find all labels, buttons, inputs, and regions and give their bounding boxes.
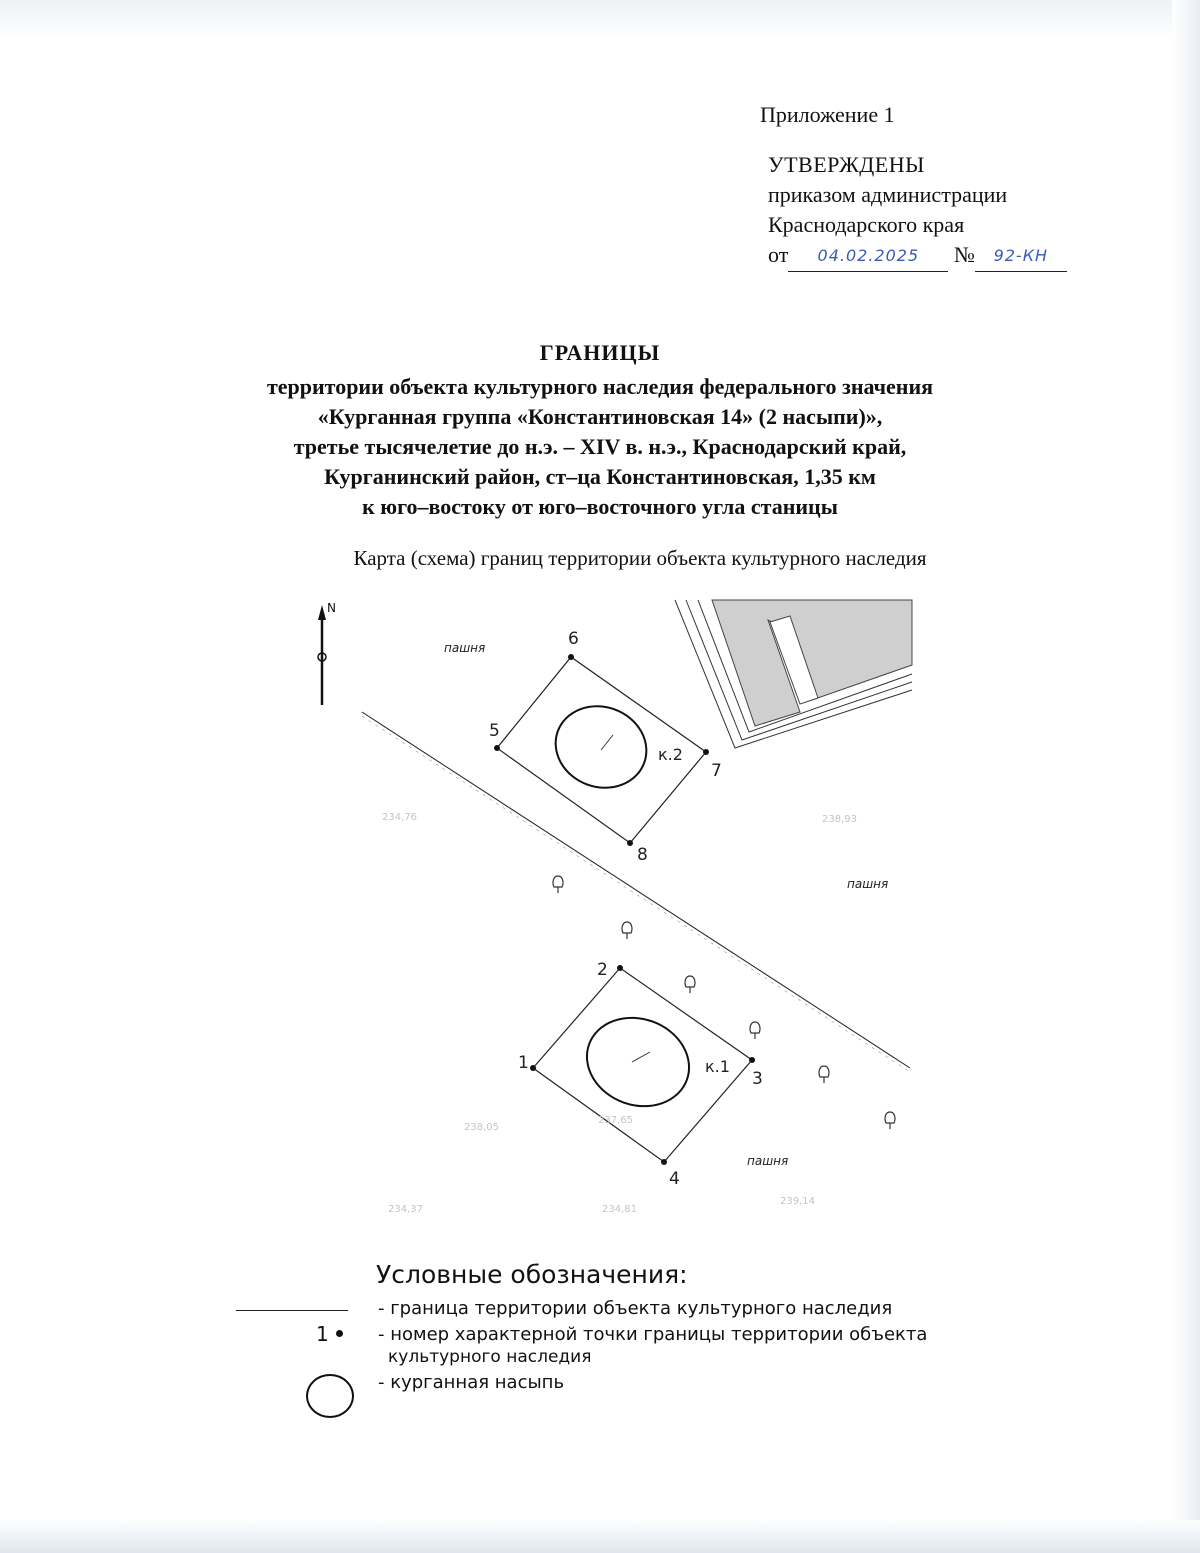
legend-row-mound (230, 1372, 1090, 1422)
elevation-mark: 238,05 (464, 1122, 499, 1133)
elevation-mark: 234,37 (388, 1204, 423, 1215)
field-label-3: пашня (747, 1154, 789, 1168)
mound-k1-outline (574, 1004, 701, 1120)
tree-icon (819, 1066, 829, 1083)
tree-icon (750, 1022, 760, 1039)
point-label-5: 5 (489, 721, 500, 741)
handwritten-date: 04.02.2025 (788, 241, 948, 272)
title-main: ГРАНИЦЫ (539, 340, 661, 365)
legend-point-symbol (230, 1324, 350, 1354)
title-line-2: «Курганная группа «Константиновская 14» (2 насыпи)», (317, 404, 883, 429)
north-arrow (318, 601, 336, 705)
annex-label: Приложение 1 (760, 102, 895, 127)
legend-point-line-1: - номер характерной точки границы территории объекта (378, 1324, 928, 1345)
point-label-7: 7 (711, 761, 722, 781)
legend-point-number: 1 (316, 1322, 329, 1346)
point-label-8: 8 (637, 845, 648, 865)
field-road-line (362, 712, 910, 1068)
elevation-mark: 238,93 (822, 814, 857, 825)
handwritten-number: 92-КН (975, 241, 1067, 272)
legend-mound-symbol (230, 1378, 350, 1408)
point-label-2: 2 (597, 960, 608, 980)
point-label-6: 6 (568, 629, 579, 649)
legend-point-line-2: культурного наследия (388, 1347, 592, 1367)
approval-line-1: приказом администрации (768, 182, 1008, 207)
field-label-1: пашня (444, 641, 486, 655)
approval-line-2: Краснодарского края (768, 212, 965, 237)
document-title (130, 338, 1070, 522)
elevation-mark: 239,14 (780, 1196, 815, 1207)
elevation-mark: 234,76 (382, 812, 417, 823)
title-line-5: к юго–востоку от юго–восточного угла станицы (362, 494, 838, 519)
point-dot-icon (336, 1330, 343, 1337)
mound-k2-outline (544, 694, 658, 801)
elevation-mark: 237,65 (598, 1115, 633, 1126)
legend-point-text (378, 1324, 1078, 1368)
tree-icon (685, 976, 695, 993)
scan-edge-bottom (0, 1520, 1200, 1553)
legend-row-point (230, 1324, 1090, 1374)
mound-label-k2: к.2 (658, 745, 683, 764)
tree-icon (622, 922, 632, 939)
title-line-3: третье тысячелетие до н.э. – XIV в. н.э., Краснодарский край, (293, 434, 907, 459)
point-label-1: 1 (518, 1053, 529, 1073)
approved-heading: УТВЕРЖДЕНЫ (768, 152, 925, 177)
legend-title: Условные обозначения: (376, 1260, 688, 1289)
approval-date-row (760, 240, 1160, 273)
from-label: от (768, 242, 789, 267)
north-letter: N (327, 601, 336, 615)
title-line-4: Курганинский район, ст–ца Константиновская, 1,35 км (324, 464, 876, 489)
scan-edge-top (0, 0, 1200, 40)
legend-boundary-text: - граница территории объекта культурного наследия (378, 1298, 893, 1319)
boundary-point-markers (494, 654, 755, 1165)
circle-icon (306, 1374, 354, 1418)
tree-icon (553, 876, 563, 893)
field-label-2: пашня (847, 877, 889, 891)
map-caption: Карта (схема) границ территории объекта культурного наследия (353, 546, 927, 570)
tree-icon (885, 1112, 895, 1129)
point-label-4: 4 (669, 1169, 680, 1189)
mound-label-k1: к.1 (705, 1057, 730, 1076)
elevation-mark: 234,81 (602, 1204, 637, 1215)
point-label-3: 3 (752, 1069, 763, 1089)
approval-block (760, 100, 1160, 273)
number-label: № (953, 242, 975, 267)
settlement-outline (675, 600, 912, 748)
legend-mound-text: - курганная насыпь (378, 1372, 565, 1393)
title-line-1: территории объекта культурного наследия федерального значения (266, 374, 934, 399)
boundary-map (0, 590, 1200, 1230)
